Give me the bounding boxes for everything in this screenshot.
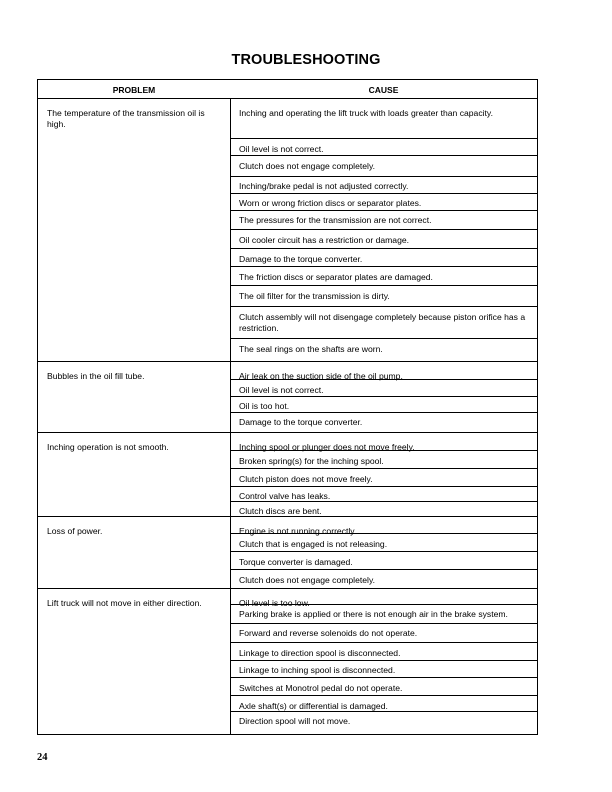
- cause-cell: [230, 604, 537, 624]
- cause-text: Oil is too hot.: [239, 401, 290, 411]
- cause-text: Oil level is too low.: [239, 598, 310, 608]
- cause-text: Clutch does not engage completely.: [239, 161, 375, 171]
- cause-text: The seal rings on the shafts are worn.: [239, 344, 383, 354]
- cause-cell: [230, 450, 537, 469]
- cause-cell: [230, 306, 537, 339]
- cause-cell: [230, 229, 537, 249]
- cause-text: Clutch assembly will not disengage completely because piston orifice has a restriction.: [239, 312, 526, 333]
- cause-text: Damage to the torque converter.: [239, 417, 363, 427]
- cause-cell: [230, 338, 537, 362]
- table-row: [38, 432, 537, 517]
- cause-cell: [230, 711, 537, 736]
- cause-cell: [230, 468, 537, 487]
- cause-text: Linkage to inching spool is disconnected.: [239, 665, 396, 675]
- cause-cell: [230, 623, 537, 643]
- cause-cell: [230, 412, 537, 434]
- cause-cell: [230, 99, 537, 138]
- cause-text: The friction discs or separator plates are damaged.: [239, 272, 433, 282]
- cause-cell: [230, 551, 537, 570]
- cause-cell: [230, 285, 537, 307]
- cause-text: Inching/brake pedal is not adjusted correctly.: [239, 181, 409, 191]
- cause-cell: [230, 695, 537, 712]
- problem-cell: Lift truck will not move in either direction.: [47, 598, 202, 608]
- cause-text: Oil cooler circuit has a restriction or damage.: [239, 235, 410, 245]
- table-row: [38, 516, 537, 589]
- page-title: TROUBLESHOOTING: [231, 52, 381, 68]
- cause-text: Engine is not running correctly.: [239, 526, 357, 536]
- cause-text: Forward and reverse solenoids do not operate.: [239, 628, 418, 638]
- cause-text: Direction spool will not move.: [239, 716, 351, 726]
- cause-text: Clutch does not engage completely.: [239, 575, 375, 585]
- cause-cell: [230, 155, 537, 177]
- cause-text: Switches at Monotrol pedal do not operate.: [239, 683, 403, 693]
- cause-cell: [230, 517, 537, 536]
- cause-cell: [230, 379, 537, 397]
- cause-text: The oil filter for the transmission is dirty.: [239, 291, 390, 301]
- cause-cell: [230, 362, 537, 379]
- cause-text: Broken spring(s) for the inching spool.: [239, 456, 384, 466]
- cause-text: Oil level is not correct.: [239, 144, 324, 154]
- cause-text: Control valve has leaks.: [239, 491, 331, 501]
- table-row: [38, 361, 537, 433]
- cause-text: Clutch discs are bent.: [239, 506, 322, 516]
- cause-column-header: CAUSE: [368, 85, 399, 95]
- cause-cell: [230, 193, 537, 211]
- cause-cell: [230, 677, 537, 696]
- problem-column-header: PROBLEM: [112, 85, 156, 95]
- cause-cell: [230, 589, 537, 608]
- cause-text: Axle shaft(s) or differential is damaged.: [239, 701, 388, 711]
- cause-cell: [230, 433, 537, 450]
- table-row: [38, 588, 537, 735]
- cause-text: The pressures for the transmission are not correct.: [239, 215, 432, 225]
- problem-cell: Inching operation is not smooth.: [47, 442, 169, 452]
- cause-cell: [230, 396, 537, 413]
- cause-cell: [230, 138, 537, 156]
- cause-text: Air leak on the suction side of the oil pump.: [239, 371, 403, 381]
- cause-cell: [230, 210, 537, 230]
- troubleshooting-table: [37, 79, 538, 735]
- cause-text: Linkage to direction spool is disconnected.: [239, 648, 401, 658]
- cause-cell: [230, 642, 537, 661]
- cause-text: Clutch piston does not move freely.: [239, 474, 373, 484]
- cause-text: Inching spool or plunger does not move freely.: [239, 442, 415, 452]
- problem-cell: Loss of power.: [47, 526, 103, 536]
- cause-cell: [230, 533, 537, 552]
- cause-cell: [230, 266, 537, 286]
- problem-cell: Bubbles in the oil fill tube.: [47, 371, 145, 381]
- cause-text: Damage to the torque converter.: [239, 254, 363, 264]
- cause-text: Inching and operating the lift truck with loads greater than capacity.: [239, 108, 493, 118]
- cause-text: Clutch that is engaged is not releasing.: [239, 539, 388, 549]
- cause-text: Parking brake is applied or there is not enough air in the brake system.: [239, 609, 508, 619]
- cause-cell: [230, 248, 537, 267]
- cause-text: Worn or wrong friction discs or separator plates.: [239, 198, 422, 208]
- cause-cell: [230, 569, 537, 590]
- table-header: [38, 80, 537, 99]
- page-number: 24: [37, 752, 48, 763]
- cause-cell: [230, 660, 537, 678]
- cause-text: Torque converter is damaged.: [239, 557, 353, 567]
- cause-cell: [230, 486, 537, 502]
- cause-text: Oil level is not correct.: [239, 385, 324, 395]
- problem-cell: The temperature of the transmission oil is high.: [47, 108, 205, 129]
- table-row: [38, 99, 537, 361]
- cause-cell: [230, 176, 537, 194]
